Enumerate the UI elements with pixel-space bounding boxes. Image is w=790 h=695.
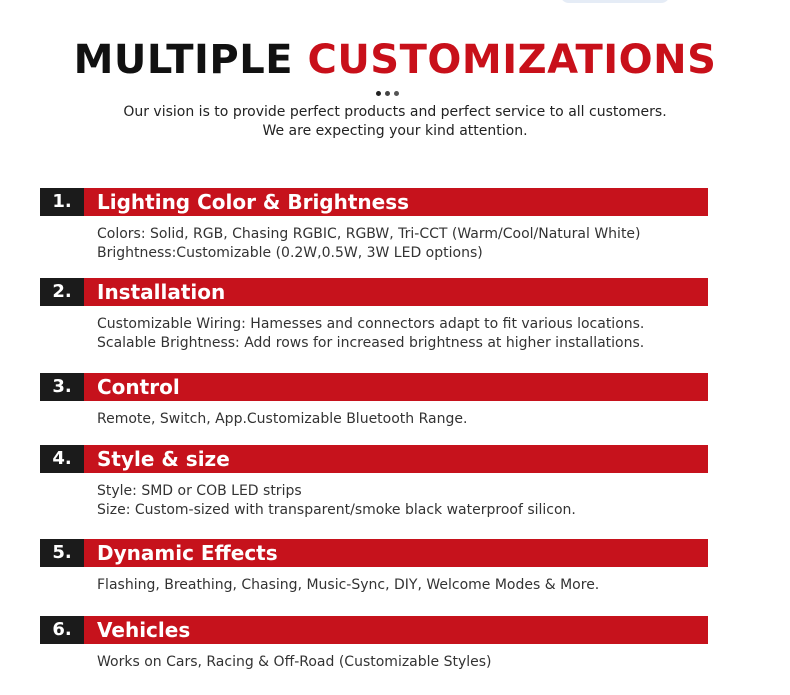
section-dynamic-effects [40, 539, 708, 595]
description-line: Size: Custom-sized with transparent/smoke black waterproof silicon. [97, 502, 576, 518]
top-decoration [0, 0, 790, 8]
description-line: Colors: Solid, RGB, Chasing RGBIC, RGBW, Tri-CCT (Warm/Cool/Natural White) [97, 226, 641, 242]
section-number: 4. [40, 445, 84, 473]
section-title: Style & size [84, 445, 708, 473]
description-line: Style: SMD or COB LED strips [97, 483, 302, 499]
description-line: Flashing, Breathing, Chasing, Music-Sync, DIY, Welcome Modes & More. [97, 577, 600, 593]
section-header-bar [40, 616, 708, 644]
description-line: Customizable Wiring: Hamesses and connectors adapt to fit various locations. [97, 316, 645, 332]
section-number: 6. [40, 616, 84, 644]
section-title: Vehicles [84, 616, 708, 644]
section-header-bar [40, 445, 708, 473]
description-line: Remote, Switch, App.Customizable Bluetooth Range. [97, 411, 468, 427]
section-title: Installation [84, 278, 708, 306]
section-title: Control [84, 373, 708, 401]
section-header-bar [40, 278, 708, 306]
tagline-line-2: We are expecting your kind attention. [262, 123, 528, 139]
page-title [0, 36, 790, 84]
section-title: Dynamic Effects [84, 539, 708, 567]
section-style-size [40, 445, 708, 520]
title-word-dark: MULTIPLE [73, 37, 294, 83]
dot-icon [394, 91, 399, 96]
section-number: 5. [40, 539, 84, 567]
section-header-bar [40, 373, 708, 401]
section-description [97, 315, 708, 353]
section-description [97, 225, 708, 263]
tagline-line-1: Our vision is to provide perfect products and perfect service to all customers. [123, 104, 667, 120]
title-word-red: CUSTOMIZATIONS [307, 37, 717, 83]
section-description [97, 482, 708, 520]
section-title: Lighting Color & Brightness [84, 188, 708, 216]
top-glow-right [560, 0, 670, 3]
divider-dots [376, 91, 403, 97]
section-header-bar [40, 539, 708, 567]
dot-icon [385, 91, 390, 96]
section-number: 2. [40, 278, 84, 306]
section-installation [40, 278, 708, 353]
tagline [0, 103, 790, 141]
description-line: Works on Cars, Racing & Off-Road (Customizable Styles) [97, 654, 492, 670]
description-line: Brightness:Customizable (0.2W,0.5W, 3W LED options) [97, 245, 483, 261]
section-number: 3. [40, 373, 84, 401]
description-line: Scalable Brightness: Add rows for increased brightness at higher installations. [97, 335, 645, 351]
dot-icon [376, 91, 381, 96]
section-description [97, 410, 708, 429]
section-number: 1. [40, 188, 84, 216]
section-description [97, 576, 708, 595]
section-lighting-color [40, 188, 708, 263]
section-control [40, 373, 708, 429]
section-vehicles [40, 616, 708, 672]
section-header-bar [40, 188, 708, 216]
section-description [97, 653, 708, 672]
